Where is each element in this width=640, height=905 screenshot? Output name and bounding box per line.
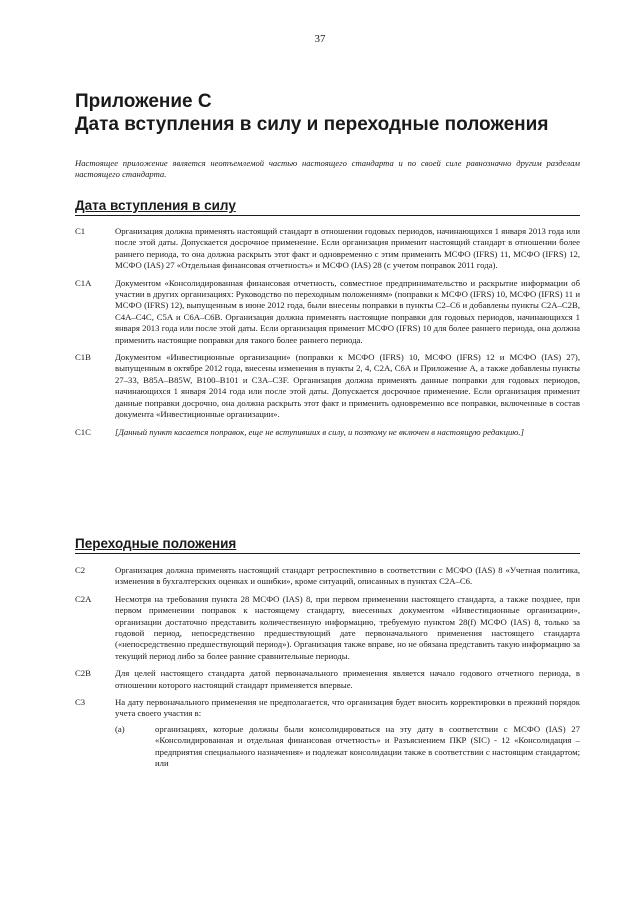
paragraph-number: С3 [75, 697, 86, 708]
appendix-title-line2: Дата вступления в силу и переходные положения [75, 114, 549, 135]
paragraph-c1a [75, 278, 580, 346]
paragraph-number: С2 [75, 565, 86, 575]
paragraph-c3 [75, 697, 580, 769]
section-heading-transition [75, 536, 580, 554]
paragraph-number: С1 [75, 226, 86, 236]
paragraph-number: С1С [75, 426, 91, 437]
paragraph-number: С2А [75, 593, 92, 604]
sub-item-text: организациях, которые должны были консолидироваться на эту дату в соответствии с МСФО (IAS) 27 «Консолидированная и отдельная финансовая отчетность» и Разъяснением ПКР (SIC) - 12 «Консолидация – предприятия специального назначения» и подлежат консолидации также в соответствии с настоящим стандартом; или [155, 723, 580, 769]
paragraph-text: Несмотря на требования пункта 28 МСФО (IAS) 8, при первом применении настоящего стандарта, а также позднее, при первом применении поправок к настоящему стандарту, внесенных документом «Инвестиционные организации», организации достаточно представить количественную информацию, требуемую пунктом 28(f) МСФО (IAS) 8, только за годовой период, непосредственно предшествующий дате первоначального применения настоящего стандарта («непосредственно предшествующий период»). Организация также вправе, но не обязана представить такую информацию за текущий период либо за более ранние сравнительные периоды. [115, 593, 580, 661]
paragraph-c2b [75, 668, 580, 691]
paragraph-c2 [75, 565, 580, 588]
section-heading-text: Дата вступления в силу [75, 198, 236, 213]
paragraph-text [115, 697, 580, 769]
section-heading-text: Переходные положения [75, 536, 237, 551]
paragraph-text: Документом «Инвестиционные организации» (поправки к МСФО (IFRS) 10, МСФО (IFRS) 12 и МСФО (IAS) 27), выпущенным в октябре 2012 года, внесены изменения в пункты 2, 4, С2А, С6А и Приложение А, а также добавлены пункты 27–33, В85А–В85W, В100–В101 и С3А–С3F. Организация должна применять данные поправки для годовых периодов, начинающихся 1 января 2014 года или после этой даты. Допускается досрочное применение. Если организация применит данные поправки досрочно, она должна раскрыть этот факт и применить одновременно все поправки, включенные в состав документа «Инвестиционные организации». [115, 352, 580, 420]
effective-date-paragraphs [75, 226, 580, 444]
paragraph-number: С2В [75, 668, 91, 679]
paragraph-c1c [75, 427, 580, 438]
paragraph-number: С1А [75, 277, 92, 288]
appendix-title-line1: Приложение С [75, 91, 212, 112]
paragraph-text: Документом «Консолидированная финансовая отчетность, совместное предпринимательство и раскрытие информации об участии в других организациях: Руководство по переходным положениям» (поправки к МСФО (IFRS) 10, МСФО (IFRS) 11 и МСФО (IFRS) 12), выпущенным в июне 2012 года, были внесены поправки в пункты С2–С6 и добавлены пункты С2А–С2В, С4А–С4С, С5А и С6А–С6В. Организация должна применять настоящие поправки для годовых периодов, начинающихся 1 января 2013 года или после этой даты. Если организация применит МСФО (IFRS) 10 для более раннего периода, она должна применить настоящие поправки для такого более раннего периода. [115, 277, 580, 345]
page-number: 37 [314, 33, 326, 45]
paragraph-text: Организация должна применять настоящий стандарт ретроспективно в соответствии с МСФО (IAS) 8 «Учетная политика, изменения в бухгалтерских оценках и ошибки», кроме ситуаций, описанных в пунктах С2А–С6. [115, 565, 580, 587]
intro-paragraph: Настоящее приложение является неотъемлемой частью настоящего стандарта и по своей силе равнозначно другим разделам настоящего стандарта. [75, 158, 580, 179]
paragraph-number: С1В [75, 352, 91, 363]
paragraph-c1b [75, 352, 580, 420]
transition-paragraphs [75, 565, 580, 776]
sub-item-label: (a) [115, 723, 125, 734]
paragraph-c2a [75, 594, 580, 662]
paragraph-lead: На дату первоначального применения не предполагается, что организация будет вносить корректировки в прежний порядок учета своего участия в: [115, 697, 580, 719]
paragraph-text: [Данный пункт касается поправок, еще не вступивших в силу, и поэтому не включен в настоящую редакцию.] [115, 426, 524, 437]
sub-item-a [115, 724, 580, 770]
paragraph-text: Для целей настоящего стандарта датой первоначального применения является начало годового отчетного периода, в отношении которого настоящий стандарт применяется впервые. [115, 668, 580, 690]
paragraph-c1 [75, 226, 580, 272]
paragraph-text: Организация должна применять настоящий стандарт в отношении годовых периодов, начинающихся 1 января 2013 года или после этой даты. Допускается досрочное применение. Если организация применит настоящий стандарт в отношении более раннего периода, то она должна раскрыть этот факт и одновременно с этим применить МСФО (IFRS) 11, МСФО (IFRS) 12, МСФО (IAS) 27 «Отдельная финансовая отчетность» и МСФО (IAS) 28 (с учетом поправок 2011 года). [115, 226, 580, 271]
section-heading-effective-date [75, 198, 580, 216]
appendix-title [75, 90, 595, 136]
